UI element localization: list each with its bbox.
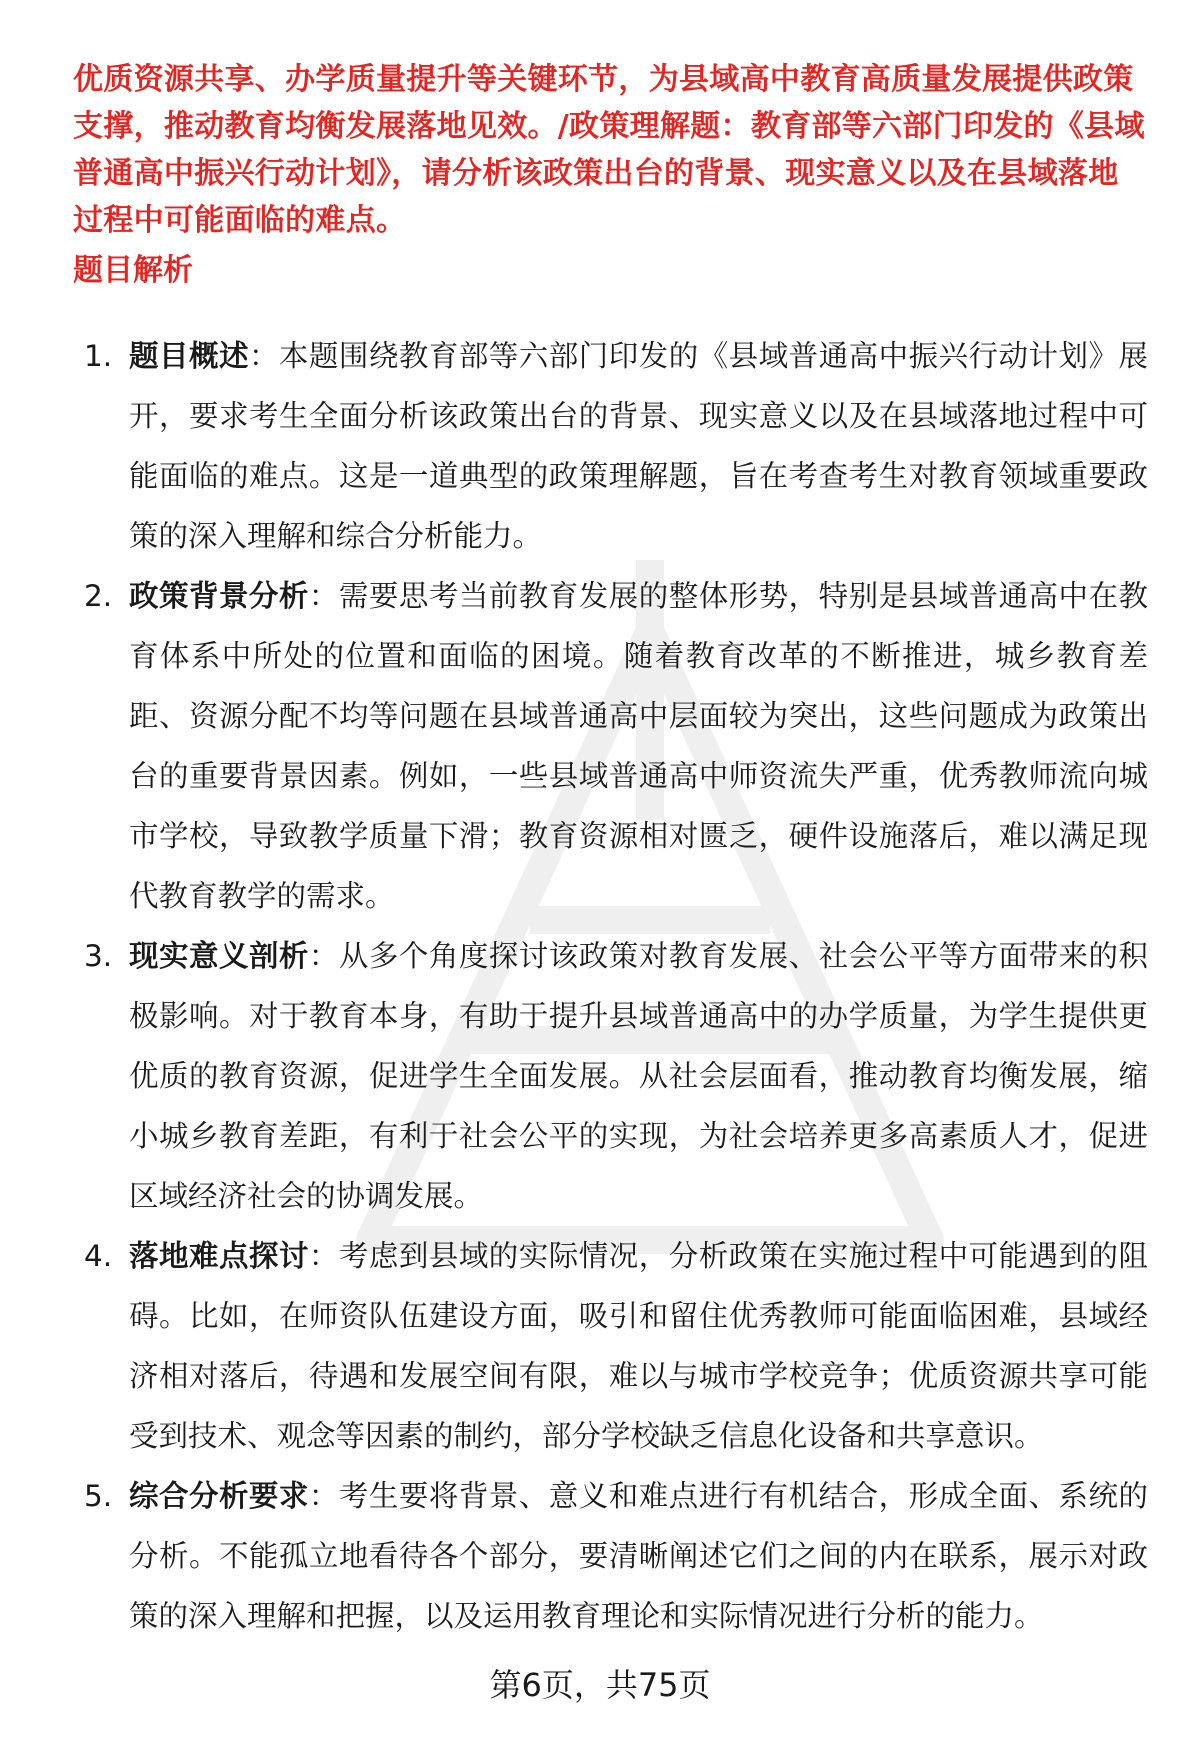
page-footer: 第6页，共75页: [489, 1666, 711, 1704]
item-text: ：从多个角度探讨该政策对教育发展、社会公平等方面带来的积极影响。对于教育本身，有助于提升县域普通高中的办学质量，为学生提供更优质的教育资源，促进学生全面发展。从社会层面看，推动教育均衡发展，缩小城乡教育差距，有利于社会公平的实现，为社会培养更多高素质人才，促进区域经济社会的协调发展。: [129, 939, 1148, 1213]
analysis-list: [73, 326, 1148, 1646]
item-label: 题目概述: [129, 339, 249, 373]
item-number: 2.: [84, 579, 113, 613]
intro-paragraph: 优质资源共享、办学质量提升等关键环节，为县域高中教育高质量发展提供政策支撑，推动教育均衡发展落地见效。/政策理解题：教育部等六部门印发的《县域普通高中振兴行动计划》，请分析该政策出台的背景、现实意义以及在县域落地过程中可能面临的难点。: [73, 62, 1145, 238]
item-text: ：考虑到县域的实际情况，分析政策在实施过程中可能遇到的阻碍。比如，在师资队伍建设方面，吸引和留住优秀教师可能面临困难，县域经济相对落后，待遇和发展空间有限，难以与城市学校竞争；优质资源共享可能受到技术、观念等因素的制约，部分学校缺乏信息化设备和共享意识。: [129, 1239, 1148, 1453]
list-item: [73, 1226, 1148, 1466]
item-text: ：本题围绕教育部等六部门印发的《县域普通高中振兴行动计划》展开，要求考生全面分析该政策出台的背景、现实意义以及在县域落地过程中可能面临的难点。这是一道典型的政策理解题，旨在考查考生对教育领域重要政策的深入理解和综合分析能力。: [129, 339, 1148, 553]
item-number: 1.: [84, 339, 113, 373]
list-item: [73, 326, 1148, 566]
list-item: [73, 566, 1148, 926]
item-label: 政策背景分析: [129, 579, 309, 613]
item-number: 3.: [84, 939, 113, 973]
item-label: 落地难点探讨: [129, 1239, 309, 1273]
item-label: 综合分析要求: [129, 1479, 309, 1513]
item-number: 5.: [84, 1479, 113, 1513]
section-title: 题目解析: [73, 253, 193, 288]
item-number: 4.: [84, 1239, 113, 1273]
list-item: [73, 1466, 1148, 1646]
item-label: 现实意义剖析: [129, 939, 309, 973]
item-text: ：需要思考当前教育发展的整体形势，特别是县域普通高中在教育体系中所处的位置和面临的困境。随着教育改革的不断推进，城乡教育差距、资源分配不均等问题在县域普通高中层面较为突出，这些问题成为政策出台的重要背景因素。例如，一些县域普通高中师资流失严重，优秀教师流向城市学校，导致教学质量下滑；教育资源相对匮乏，硬件设施落后，难以满足现代教育教学的需求。: [129, 579, 1148, 913]
item-text: ：考生要将背景、意义和难点进行有机结合，形成全面、系统的分析。不能孤立地看待各个部分，要清晰阐述它们之间的内在联系，展示对政策的深入理解和把握，以及运用教育理论和实际情况进行分析的能力。: [129, 1479, 1148, 1633]
list-item: [73, 926, 1148, 1226]
